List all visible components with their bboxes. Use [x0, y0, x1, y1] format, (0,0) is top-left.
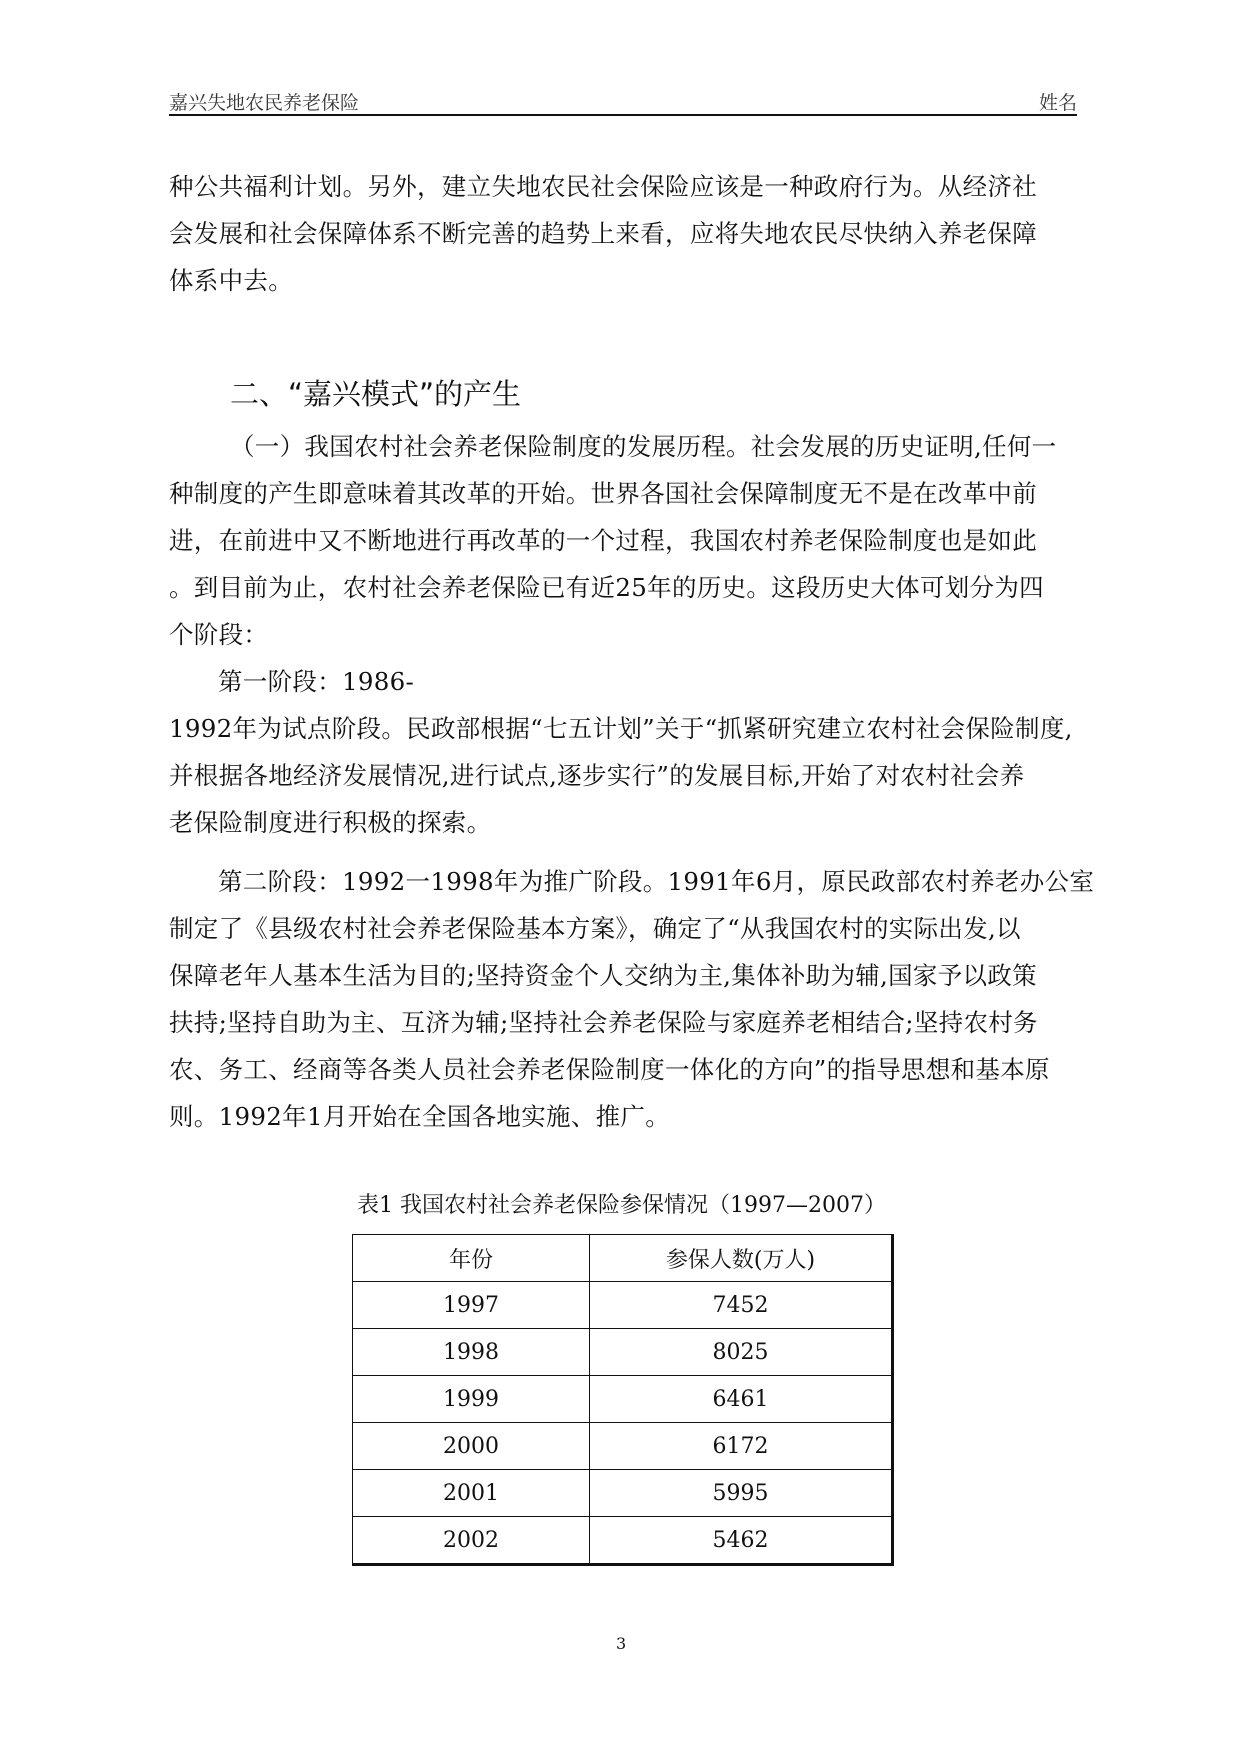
header-author: 姓名	[1038, 92, 1077, 114]
cell-participants: 5462	[590, 1517, 893, 1565]
cell-year: 2001	[353, 1470, 590, 1517]
page-number: 3	[616, 1634, 627, 1653]
stage-line: 老保险制度进行积极的探索。	[169, 808, 492, 837]
table-row	[353, 1329, 893, 1376]
stage-line: 制定了《县级农村社会养老保险基本方案》，确定了“从我国农村的实际出发,以	[169, 914, 1021, 943]
stage-line: 保障老年人基本生活为目的;坚持资金个人交纳为主,集体补助为辅,国家予以政策	[169, 961, 1037, 990]
table-row	[353, 1376, 893, 1423]
table-row	[353, 1282, 893, 1329]
paragraph-line: 个阶段：	[169, 620, 269, 649]
body-line: 种公共福利计划。另外，建立失地农民社会保险应该是一种政府行为。从经济社	[169, 172, 1037, 201]
cell-year: 1998	[353, 1329, 590, 1376]
stage-line: 并根据各地经济发展情况,进行试点,逐步实行”的发展目标,开始了对农村社会养	[169, 761, 1025, 790]
table-row	[353, 1423, 893, 1470]
paragraph-line: 进，在前进中又不断地进行再改革的一个过程，我国农村养老保险制度也是如此	[169, 526, 1037, 555]
cell-participants: 7452	[590, 1282, 893, 1329]
column-header-year: 年份	[353, 1235, 590, 1282]
table-row	[353, 1470, 893, 1517]
stage-line: 第一阶段：1986-	[218, 667, 415, 696]
cell-participants: 8025	[590, 1329, 893, 1376]
cell-participants: 6461	[590, 1376, 893, 1423]
table-header-row	[353, 1235, 893, 1282]
insurance-table	[352, 1234, 894, 1566]
stage-line: 1992年为试点阶段。民政部根据“七五计划”关于“抓紧研究建立农村社会保险制度,	[169, 714, 1073, 743]
cell-participants: 5995	[590, 1470, 893, 1517]
cell-year: 2002	[353, 1517, 590, 1565]
body-line: 会发展和社会保障体系不断完善的趋势上来看，应将失地农民尽快纳入养老保障	[169, 219, 1037, 248]
column-header-participants: 参保人数(万人)	[590, 1235, 893, 1282]
cell-year: 2000	[353, 1423, 590, 1470]
stage-line: 农、务工、经商等各类人员社会养老保险制度一体化的方向”的指导思想和基本原	[169, 1055, 1050, 1084]
section-heading: 二、“嘉兴模式”的产生	[230, 377, 522, 411]
cell-year: 1999	[353, 1376, 590, 1423]
table-caption: 表1 我国农村社会养老保险参保情况（1997—2007）	[357, 1193, 886, 1218]
table-row	[353, 1517, 893, 1565]
stage-line: 扶持;坚持自助为主、互济为辅;坚持社会养老保险与家庭养老相结合;坚持农村务	[169, 1008, 1038, 1037]
header-title: 嘉兴失地农民养老保险	[169, 92, 360, 114]
cell-participants: 6172	[590, 1423, 893, 1470]
paragraph-line: 。到目前为止，农村社会养老保险已有近25年的历史。这段历史大体可划分为四	[169, 573, 1044, 602]
paragraph-line: （一）我国农村社会养老保险制度的发展历程。社会发展的历史证明,任何一	[230, 432, 1057, 461]
paragraph-line: 种制度的产生即意味着其改革的开始。世界各国社会保障制度无不是在改革中前	[169, 479, 1037, 508]
stage-line: 第二阶段：1992一1998年为推广阶段。1991年6月，原民政部农村养老办公室	[218, 867, 1095, 896]
page-header	[169, 86, 1077, 116]
body-line: 体系中去。	[169, 266, 293, 295]
cell-year: 1997	[353, 1282, 590, 1329]
stage-line: 则。1992年1月开始在全国各地实施、推广。	[169, 1102, 671, 1131]
